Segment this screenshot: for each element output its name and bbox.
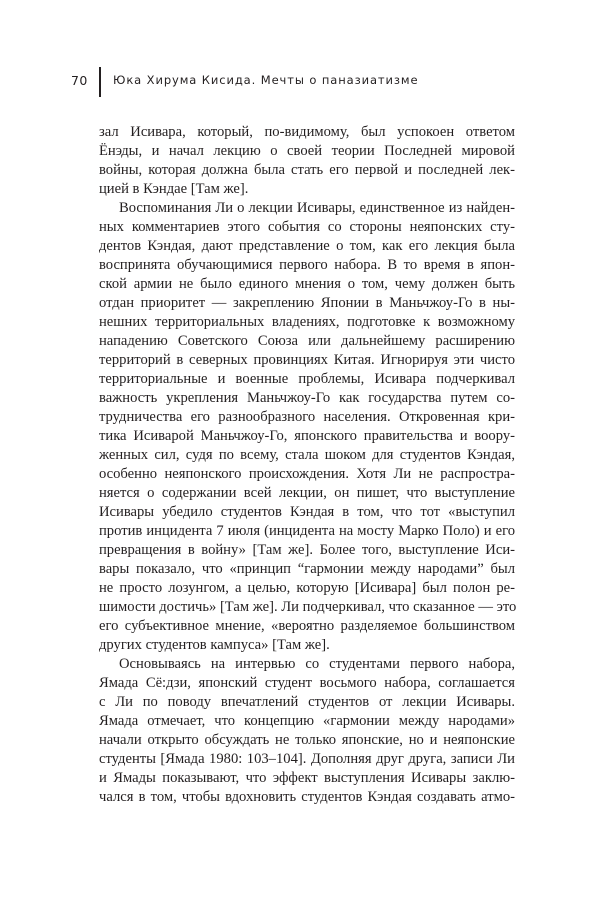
text-line: ской армии не было единого мнения о том, чему должен быть [99,276,515,292]
text-line: особенно неяпонского происхождения. Хотя Ли не распростра- [99,466,515,482]
text-line: важность укрепления Маньчжоу-Го как государства путем со- [99,390,515,406]
text-line: его субъективное мнение, «вероятно разделяемое большинством [99,618,515,634]
body-text [99,123,515,807]
text-line: начали открыто обсуждать не только японские, но и неяпонские [99,732,515,748]
text-line: зал Исивара, который, по-видимому, был успокоен ответом [99,124,515,140]
text-line: Ямада отмечает, что концепцию «гармонии между народами» [99,713,515,729]
text-line: превращения в войну» [Там же]. Более того, выступление Иси- [99,542,515,558]
text-line: нападению Советского Союза или дальнейшему расширению [99,333,515,349]
text-line: нешних территориальных владениях, подготовке к возможному [99,314,515,330]
text-line: и Ямады показывают, что эффект выступления Исивары заклю- [99,770,515,786]
page-number: 70 [71,73,88,88]
paragraph [99,123,515,199]
text-line: Исивары убедило студентов Кэндая в том, что тот «выступил [99,504,515,520]
text-line: Ямада Сё:дзи, японский студент восьмого набора, соглашается [99,675,515,691]
text-line: Ёнэды, и начал лекцию о своей теории Последней мировой [99,143,515,159]
text-line: шимости достичь» [Там же]. Ли подчеркивал, что сказанное — это [99,599,517,615]
paragraph [99,199,515,655]
text-line: территориальные и военные проблемы, Исивара подчеркивал [99,371,515,387]
text-line: с Ли по поводу впечатлений студентов от лекции Исивары. [99,694,515,710]
running-title: Юка Хирума Кисида. Мечты о паназиатизме [113,73,419,87]
text-line: территорий в северных провинциях Китая. Игнорируя эти чисто [99,352,515,368]
text-line: студенты [Ямада 1980: 103–104]. Дополняя друг друга, записи Ли [99,751,515,767]
running-header [0,69,600,97]
text-line: Основываясь на интервью со студентами первого набора, [119,656,515,672]
text-line: ных комментариев этого события со стороны неяпонских сту- [99,219,515,235]
text-line: войны, которая должна была стать его первой и последней лек- [99,162,515,178]
text-line: отдан приоритет — закреплению Японии в Маньчжоу-Го в ны- [99,295,515,311]
header-divider [99,67,101,97]
text-line: воспринята обучающимися первого набора. В то время в япон- [99,257,515,273]
paragraph [99,655,515,807]
text-line: тика Исиварой Маньчжоу-Го, японского правительства и воору- [99,428,515,444]
text-line: няется о содержании всей лекции, он пишет, что выступление [99,485,515,501]
text-line: Воспоминания Ли о лекции Исивары, единственное из найден- [119,200,515,216]
text-line: не просто лозунгом, а целью, которую [Исивара] был полон ре- [99,580,515,596]
text-line: против инцидента 7 июля (инцидента на мосту Марко Поло) и его [99,523,515,539]
text-line: дентов Кэндая, дают представление о том, как его лекция была [99,238,515,254]
text-line: трудничества его разнообразного населения. Откровенная кри- [99,409,515,425]
text-line: вары показало, что «принцип “гармонии между народами” был [99,561,515,577]
text-line: чался в том, чтобы вдохновить студентов Кэндая создавать атмо- [99,789,515,805]
text-line: женных сил, судя по всему, стала шоком для студентов Кэндая, [99,447,515,463]
text-line: цией в Кэндае [Там же]. [99,181,249,197]
text-line: других студентов кампуса» [Там же]. [99,637,330,653]
